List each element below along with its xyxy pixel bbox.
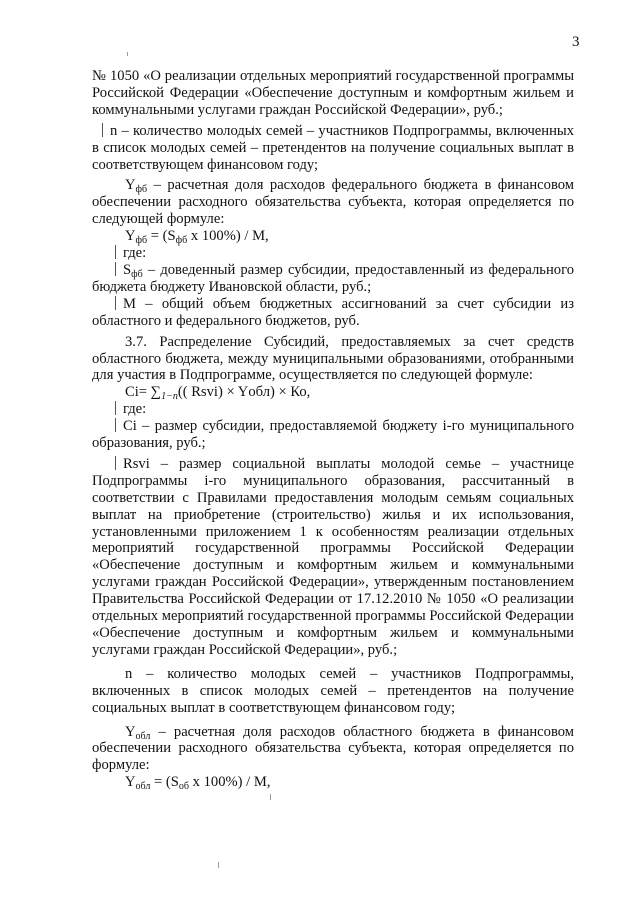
paragraph-section-3-7: 3.7. Распределение Субсидий, предоставляемых за счет средств областного бюджета, между муниципальными образованиями, отобранными для участия в Подпрограмме, осуществляется по следующей формуле: <box>92 333 574 384</box>
scan-mark <box>102 123 103 137</box>
scan-mark <box>127 52 128 56</box>
paragraph-yobl-definition: $Y_{обл}$ – расчетная доля расходов областного бюджета в финансовом обеспечении расходного обязательства субъекта, которая определяется по формуле: <box>92 723 574 774</box>
scan-mark <box>218 862 219 868</box>
paragraph-n-definition: n – количество молодых семей – участников Подпрограммы, включенных в список молодых семей – претендентов на получение социальных выплат в соответствующем финансовом году; <box>92 122 574 173</box>
paragraph-rsvi-definition: Rsvi – размер социальной выплаты молодой семье – участнице Подпрограммы i-го муниципального образования, рассчитанный в соответствии с Правилами предоставления молодым семьям социальных выплат на приобретение (строительство) жилья и их использования, установленными приложением 1 к особенностям реализации отдельных мероприятий государственной программы Российской Федерации «Обеспечение доступным и комфортным жильем и коммунальными услугами граждан Российской Федерации», утвержденным постановлением Правительства Российской Федерации от 17.12.2010 № 1050 «О реализации отдельных мероприятий государственной программы Российской Федерации «Обеспечение доступным и комфортным жильем и коммунальными услугами граждан Российской Федерации», руб.; <box>92 455 574 658</box>
scan-mark <box>115 418 116 432</box>
scan-mark <box>115 245 116 259</box>
formula-yfb: $Y_{фб} = (S_{фб}$ x 100%) / M, <box>125 228 269 247</box>
paragraph-n-definition-2: n – количество молодых семей – участников Подпрограммы, включенных в список молодых семей – претендентов на получение социальных выплат в соответствующем финансовом году; <box>92 665 574 716</box>
paragraph-ci-definition: Ci – размер субсидии, предоставляемой бюджету i-го муниципального образования, руб.; <box>92 418 574 452</box>
scan-mark <box>115 456 116 470</box>
paragraph-sfb-definition: $S_{фб}$ – доведенный размер субсидии, предоставленный из федерального бюджета бюджету Ивановской области, руб.; <box>92 261 574 295</box>
scan-mark <box>115 262 116 276</box>
document-body <box>92 68 574 791</box>
paragraph-continuation: № 1050 «О реализации отдельных мероприятий государственной программы Российской Федерации «Обеспечение доступным и комфортным жильем и коммунальными услугами граждан Российской Федерации», руб.; <box>92 68 574 118</box>
paragraph-yfb-definition: $Y_{фб}$ – расчетная доля расходов федерального бюджета в финансовом обеспечении расходного обязательства субъекта, которая определяется по следующей формуле: <box>92 177 574 228</box>
scan-mark <box>270 794 271 800</box>
scan-mark <box>115 296 116 310</box>
formula-yobl: $Y_{обл} = (S_{об}$ x 100%) / M, <box>125 774 271 793</box>
where-label-2: где: <box>92 401 574 418</box>
page-number: 3 <box>572 34 580 50</box>
scan-mark <box>115 401 116 415</box>
formula-ci: $Ci= \sum_{1-n}$(( Rsvi) × Yобл) × Ко, <box>125 384 311 403</box>
paragraph-m-definition: M – общий объем бюджетных ассигнований за счет субсидии из областного и федерального бюджетов, руб. <box>92 295 574 329</box>
where-label-1: где: <box>92 245 574 262</box>
